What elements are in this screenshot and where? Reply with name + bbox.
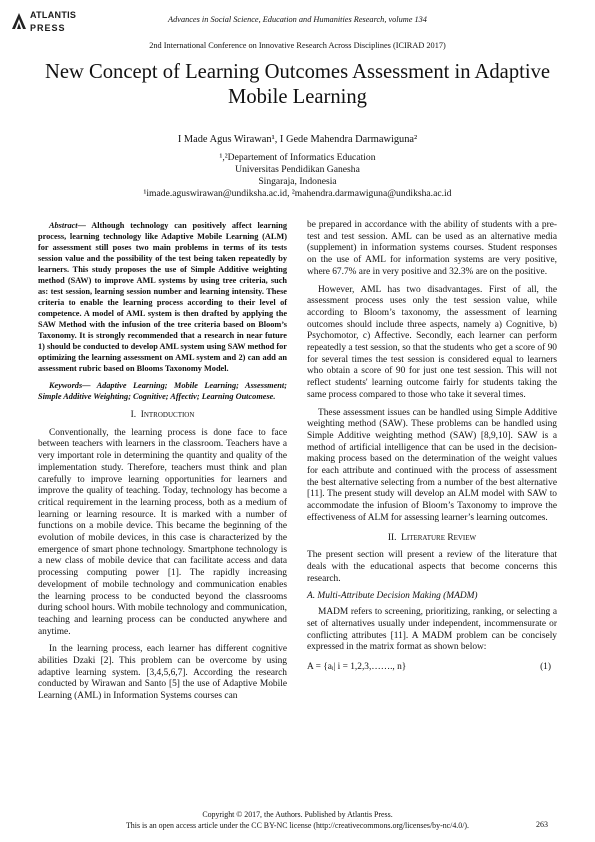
- paragraph: In the learning process, each learner has different cognitive abilities Dzaki [2]. This problem can be overcome by using adaptive learning system. [3,4,5,6,7]. According the research conducted by Wirawan and Santo [5] the use of Adaptive Mobile Learning (AML) in Information Systems courses can: [38, 644, 287, 702]
- section-heading-introduction: [38, 410, 287, 422]
- abstract-text: Although technology can positively affect learning process, learning technology like Adaptive Mobile Learning (ALM) for assessment still poses two main problems in terms of its tests session value and the possibility of the test being taken repeatedly by learners. This study proposes the use of Simple Additive weighting method (SAW) to improve AML systems by using tree criteria, such as: test session, learning session number and learning intensity. These criteria to enable the learning process according to their level of competence. A model of AML system is then drafted by applying the SAW Method with the infusion of the tree criteria based on Bloom’s Taxonomy. It is strongly recommended that a research in near future 1) should be conducted to develop AML system using SAW method for optimizing the learning assessment on AML system and 2) can add an assessment rubric based on Blooms Taxonomy Model.: [38, 221, 287, 373]
- left-column: [38, 220, 287, 709]
- abstract: [38, 220, 287, 374]
- footer-copyright: Copyright © 2017, the Authors. Published by Atlantis Press.: [202, 810, 393, 819]
- keywords: Keywords— Adaptive Learning; Mobile Learning; Assessment; Simple Additive Weighting; Cognitive; Affectiv; Learning Outcomese.: [38, 381, 287, 401]
- logo-line2: PRESS: [30, 23, 66, 33]
- equation-text: A = {aᵢ| i = 1,2,3,……., n}: [307, 661, 407, 672]
- paragraph: The present section will present a review of the literature that deals with the educational aspects that become concerns this research.: [307, 550, 557, 584]
- abstract-label: Abstract—: [49, 221, 86, 230]
- paragraph: However, AML has two disadvantages. First of all, the assessment process uses only the test session value, while according to Bloom’s taxonomy, the assessment of learning outcomes should include three aspects, namely a) Cognitive, b) Psychomotor, c) Affective. Secondly, each learner can perform repeatedly a test session, so that the students who get a score of 90 for several times the test session is considered equal to learners who obtain a score of 90 for just one test session. This will not reflect students' learning outcome fairly for students taking the same process compared to those who take it several times.: [307, 284, 557, 400]
- section-number: I.: [130, 410, 137, 420]
- affiliation-university: Universitas Pendidikan Ganesha: [235, 164, 360, 175]
- paragraph: MADM refers to screening, prioritizing, ranking, or selecting a set of alternatives usually under independent, incommensurate or conflicting attributes [11]. A MADM problem can be concisely expressed in the matrix format as shown below:: [307, 607, 557, 653]
- equation-1: [307, 662, 557, 674]
- section-title: Literature Review: [401, 532, 477, 543]
- page-number: 263: [536, 820, 548, 829]
- affiliation-city: Singaraja, Indonesia: [258, 176, 337, 187]
- affiliation-dept: ¹,²Departement of Informatics Education: [219, 152, 376, 163]
- affiliation-emails: ¹imade.aguswirawan@undiksha.ac.id, ²mahendra.darmawiguna@undiksha.ac.id: [143, 188, 452, 199]
- logo-line1: ATLANTIS: [30, 10, 77, 20]
- conference-header: 2nd International Conference on Innovative Research Across Disciplines (ICIRAD 2017): [149, 41, 446, 50]
- paragraph: These assessment issues can be handled using Simple Additive weighting method (SAW). These problems can be handled using Simple Additive weighting method (SAW) [8,9,10]. SAW is a method of artificial intelligence that can be used in the decision-making process based on the determination of the weight values for each attribute and continued with the process of assessment the best alternative selecting from a number of the best alternative [11]. The present study will develop an ALM model with SAW to accommodate the infusion of Bloom’s Taxonomy to improve the effectiveness of ALM for assessing learner’s learning outcomes.: [307, 407, 557, 523]
- section-number: II.: [387, 532, 397, 543]
- equation-number: (1): [540, 661, 551, 672]
- journal-header: Advances in Social Science, Education and Humanities Research, volume 134: [168, 15, 427, 24]
- atlantis-press-logo: [6, 8, 96, 40]
- section-title: Introduction: [140, 410, 195, 420]
- authors: I Made Agus Wirawan¹, I Gede Mahendra Darmawiguna²: [177, 134, 418, 145]
- footer-license: This is an open access article under the CC BY-NC license (http://creativecommons.org/licenses/by-nc/4.0/).: [125, 821, 469, 830]
- subsection-heading-madm: A. Multi-Attribute Decision Making (MADM): [307, 591, 478, 602]
- section-heading-literature-review: [307, 533, 557, 545]
- paragraph: be prepared in accordance with the ability of students with a pre-test and test session. AML can be used as an alternative media (supplement) in information systems courses. Student responses on the use of AML for information systems are very positive, where 67.7% are in very positive and 32.3% are on the positive.: [307, 220, 557, 277]
- right-column: [307, 220, 557, 674]
- paper-title: New Concept of Learning Outcomes Assessment in Adaptive Mobile Learning: [44, 61, 551, 108]
- paragraph: Conventionally, the learning process is done face to face between teachers with learners in the classroom. Teachers have a very important role in determining the quantity and quality of the implementation study. Therefore, teachers must think and plan carefully to improve learning opportunities for learners and improve the quality of teaching. Today, technology has become a critical requirement in the learning process, both as a medium of learning or learning resource. It is marked with a number of functions on a mobile device. This became the beginning of the evolution of mobile devices, in this case is characterized by the emergence of smart phone technology. Smartphone technology is a new class of mobile device that can facilitate access and data processing computing power [1]. The rapidly increasing development of mobile technology and communication enables the learning process to be conducted beyond the classrooms during school hours. With mobile technology and communication, teaching and learning process can be conducted anywhere and anytime.: [38, 427, 287, 637]
